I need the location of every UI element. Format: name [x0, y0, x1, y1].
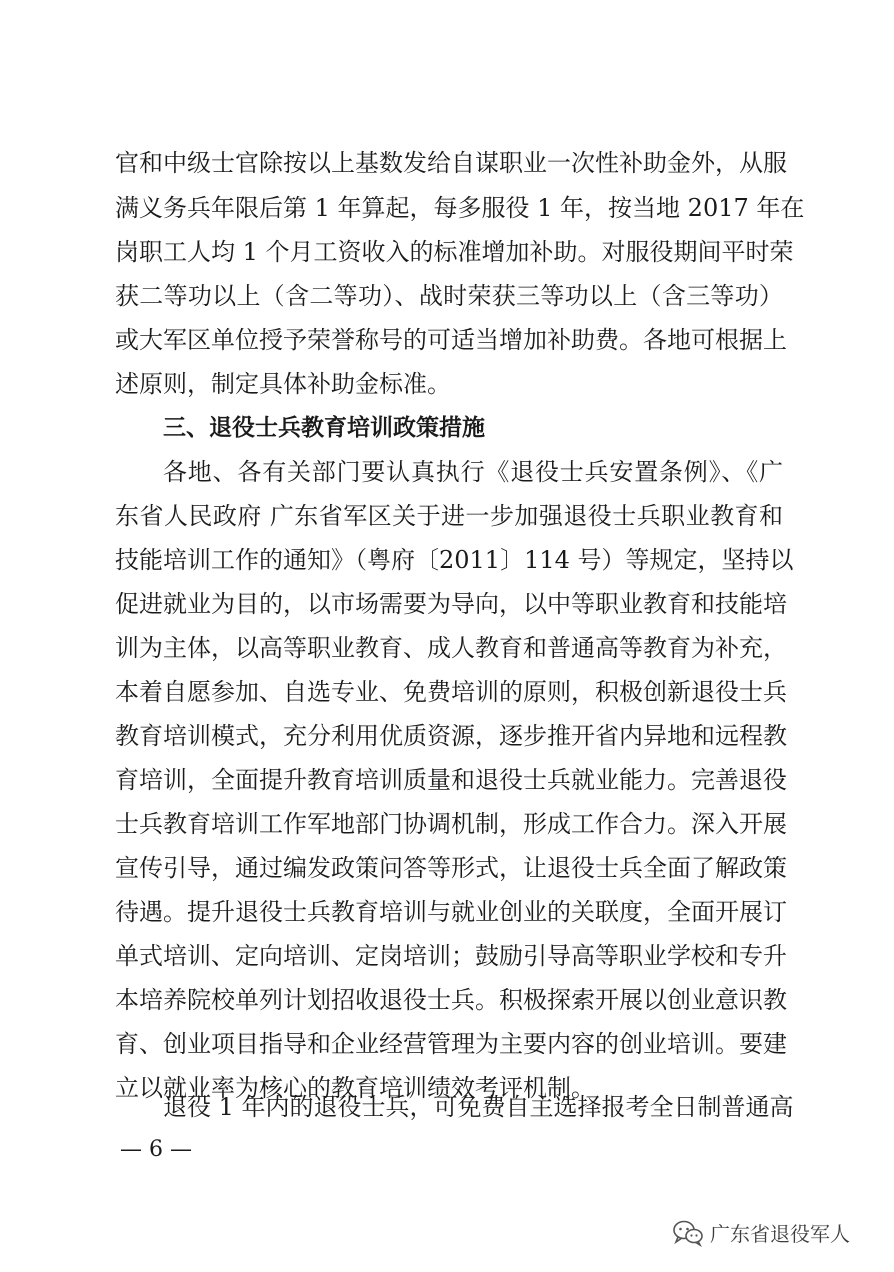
paragraph-line: 促进就业为目的，以市场需要为导向，以中等职业教育和技能培 — [115, 590, 787, 618]
paragraph-line: 教育培训模式，充分利用优质资源，逐步推开省内异地和远程教 — [115, 722, 787, 750]
paragraph-line: 立以就业率为核心的教育培训绩效考评机制。 — [115, 1074, 595, 1102]
paragraph-line: 退役 1 年内的退役士兵，可免费自主选择报考全日制普通高 — [163, 1093, 794, 1121]
section-heading: 三、退役士兵教育培训政策措施 — [163, 415, 485, 441]
paragraph-line: 单式培训、定向培训、定岗培训；鼓励引导高等职业学校和专升 — [115, 942, 787, 970]
paragraph-line: 育、创业项目指导和企业经营管理为主要内容的创业培训。要建 — [115, 1030, 787, 1058]
paragraph-line: 各地、各有关部门要认真执行《退役士兵安置条例》、《广 — [163, 458, 783, 486]
paragraph-line: 或大军区单位授予荣誉称号的可适当增加补助费。各地可根据上 — [115, 326, 787, 354]
paragraph-line: 岗职工人均 1 个月工资收入的标准增加补助。对服役期间平时荣 — [115, 238, 794, 266]
paragraph-line: 待遇。提升退役士兵教育培训与就业创业的关联度，全面开展订 — [115, 898, 787, 926]
paragraph-line: 满义务兵年限后第 1 年算起，每多服役 1 年，按当地 2017 年在 — [115, 194, 805, 222]
paragraph-line: 获二等功以上（含二等功）、战时荣获三等功以上（含三等功） — [115, 282, 783, 310]
paragraph-line: 本培养院校单列计划招收退役士兵。积极探索开展以创业意识教 — [115, 986, 787, 1014]
paragraph-line: 宣传引导，通过编发政策问答等形式，让退役士兵全面了解政策 — [115, 854, 787, 882]
page-number: — 6 — — [120, 1137, 192, 1162]
paragraph-line: 官和中级士官除按以上基数发给自谋职业一次性补助金外，从服 — [115, 149, 787, 177]
paragraph-line: 技能培训工作的通知》（粤府〔2011〕114 号）等规定，坚持以 — [115, 546, 794, 574]
account-watermark — [672, 1218, 850, 1247]
wechat-icon — [672, 1219, 704, 1247]
paragraph-line: 训为主体，以高等职业教育、成人教育和普通高等教育为补充， — [115, 634, 787, 662]
paragraph-line: 本着自愿参加、自选专业、免费培训的原则，积极创新退役士兵 — [115, 678, 787, 706]
paragraph-line: 述原则，制定具体补助金标准。 — [115, 370, 451, 398]
paragraph-line: 东省人民政府 广东省军区关于进一步加强退役士兵职业教育和 — [115, 502, 783, 530]
watermark-text: 广东省退役军人 — [710, 1222, 850, 1246]
paragraph-line: 育培训，全面提升教育培训质量和退役士兵就业能力。完善退役 — [115, 766, 787, 794]
paragraph-line: 士兵教育培训工作军地部门协调机制，形成工作合力。深入开展 — [115, 810, 787, 838]
